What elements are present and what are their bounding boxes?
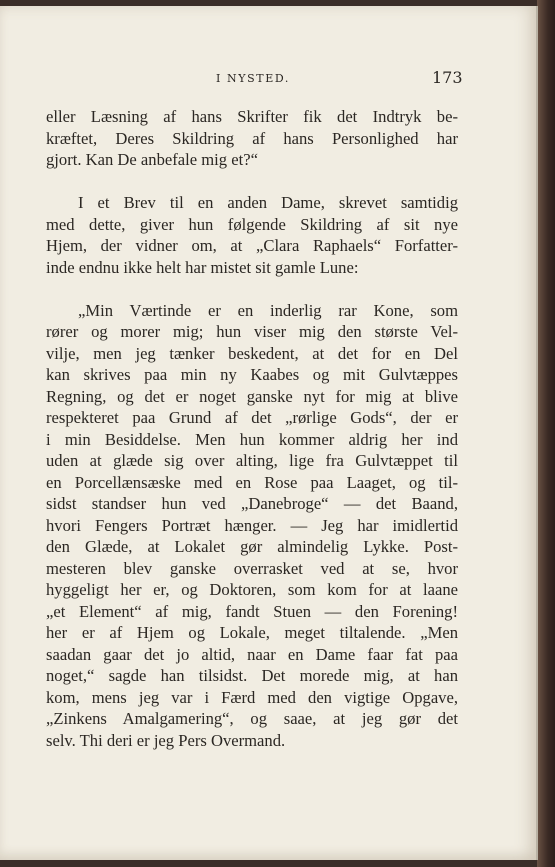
text-line: den Glæde, at Lokalet gør almindelig Lykke. Post-	[46, 537, 458, 556]
text-line: Regning, og det er noget ganske nyt for mig at blive	[46, 386, 458, 406]
text-line: vilje, men jeg tænker beskedent, at det for en Del	[46, 343, 458, 363]
text-line: kom, mens jeg var i Færd med den vigtige Opgave,	[46, 687, 458, 707]
text-line: kræftet, Deres Skildring af hans Personlighed har	[46, 128, 458, 148]
text-line: en Porcellænsæske med en Rose paa Laaget, og til-	[46, 472, 458, 492]
text-line: „et Element“ af mig, fandt Stuen — den Forening!	[46, 601, 458, 621]
page-sheet	[0, 6, 538, 860]
page-number: 173	[432, 68, 463, 87]
text-line: gjort. Kan De anbefale mig et?“	[46, 150, 258, 169]
paragraph-gap	[46, 171, 458, 193]
text-line: inde endnu ikke helt har mistet sit gamle Lune:	[46, 257, 359, 277]
text-line: kan skrives paa min ny Kaabes og mit Gulvtæppes	[46, 365, 458, 384]
text-line: „Zinkens Amalgamering“, og saae, at jeg gør det	[46, 709, 458, 728]
body-text	[46, 106, 458, 751]
text-line: mesteren blev ganske overrasket ved at se, hvor	[46, 558, 458, 578]
text-line: sidst standser hun ved „Danebroge“ — det Baand,	[46, 494, 458, 513]
text-line: selv. Thi deri er jeg Pers Overmand.	[46, 730, 286, 750]
text-line: I et Brev til en anden Dame, skrevet samtidig	[78, 193, 458, 212]
book-binding-edge	[537, 0, 555, 867]
text-line: med dette, giver hun følgende Skildring af sit nye	[46, 214, 458, 234]
text-line: uden at glæde sig over alting, lige fra Gulvtæppet til	[46, 451, 458, 470]
text-line: Hjem, der vidner om, at „Clara Raphaels“ Forfatter-	[46, 236, 458, 255]
text-line: her er af Hjem og Lokale, meget tiltalende. „Men	[46, 623, 458, 642]
text-line: hvori Fengers Portræt hænger. — Jeg har imidlertid	[46, 515, 458, 535]
text-line: i min Besiddelse. Men hun kommer aldrig her ind	[46, 429, 458, 449]
text-line: eller Læsning af hans Skrifter fik det Indtryk be-	[46, 107, 458, 126]
text-line: hyggeligt her er, og Doktoren, som kom for at laane	[46, 580, 458, 599]
running-head	[0, 68, 536, 90]
text-line: „Min Værtinde er en inderlig rar Kone, som	[78, 300, 458, 320]
text-line: respekteret paa Grund af det „rørlige Gods“, der er	[46, 408, 458, 427]
paragraph-gap	[46, 278, 458, 300]
running-title: I NYSTED.	[216, 72, 290, 85]
text-line: saadan gaar det jo altid, naar en Dame faar fat paa	[46, 644, 458, 664]
text-line: noget,“ sagde han tilsidst. Det morede mig, at han	[46, 666, 458, 685]
text-line: rører og morer mig; hun viser mig den største Vel-	[46, 322, 458, 341]
